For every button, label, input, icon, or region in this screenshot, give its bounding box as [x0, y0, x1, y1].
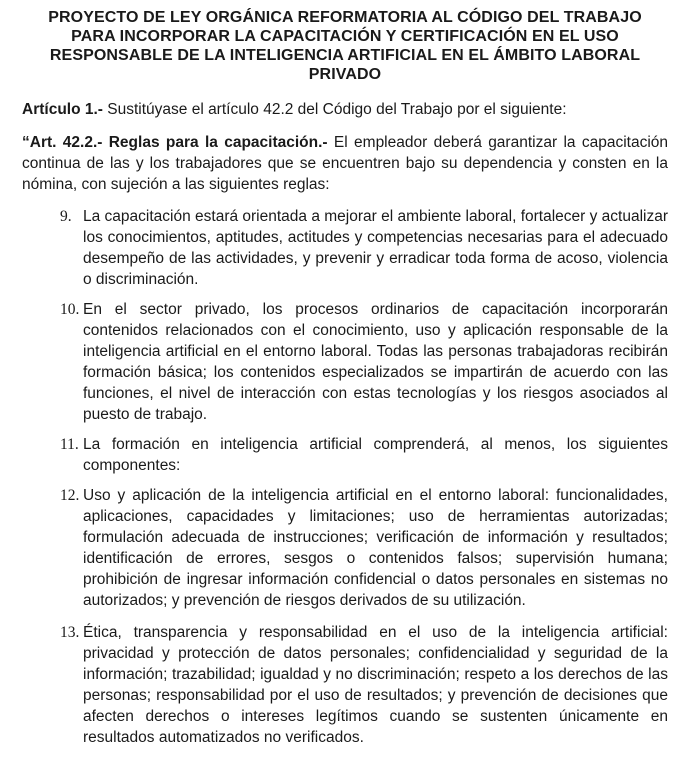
article-body-text: El empleador deberá garantizar la capacitación continua de las y los trabajadores que se encuentren bajo su dependencia y consten en la nómina, con sujeción a las siguientes reglas: — [22, 134, 668, 193]
list-item — [60, 434, 668, 476]
list-item — [60, 299, 668, 425]
title-line: PARA INCORPORAR LA CAPACITACIÓN Y CERTIFICACIÓN EN EL USO — [71, 28, 619, 45]
list-item-number: 9. — [60, 208, 72, 225]
list-item-text: Ética, transparencia y responsabilidad en el uso de la inteligencia artificial: privacidad y protección de datos personales; confidencialidad y seguridad de la información; trazabilidad; igualdad y no discriminación; respeto a los derechos de las personas; responsabilidad por el uso de resultados; y prevención de decisiones que afecten derechos o intereses legítimos cuando se sustenten únicamente en resultados automatizados no verificados. — [83, 624, 668, 746]
list-item-text: En el sector privado, los procesos ordinarios de capacitación incorporarán contenidos relacionados con el conocimiento, uso y aplicación responsable de la inteligencia artificial en el entorno laboral. Todas las personas trabajadoras recibirán formación básica; los contenidos especializados se impartirán de acuerdo con las funciones, el nivel de interacción con estas tecnologías y los riesgos asociados al puesto de trabajo. — [83, 301, 668, 423]
article-text: Sustitúyase el artículo 42.2 del Código del Trabajo por el siguiente: — [102, 101, 567, 118]
list-item — [60, 206, 668, 290]
title-line: PROYECTO DE LEY ORGÁNICA REFORMATORIA AL CÓDIGO DEL TRABAJO — [48, 9, 642, 26]
list-item-text: La capacitación estará orientada a mejorar el ambiente laboral, fortalecer y actualizar los conocimientos, aptitudes, actitudes y competencias necesarias para el adecuado desempeño de las actividades, y prevenir y erradicar toda forma de acoso, violencia o discriminación. — [83, 208, 669, 288]
list-item — [60, 485, 668, 611]
title-line: RESPONSABLE DE LA INTELIGENCIA ARTIFICIAL EN EL ÁMBITO LABORAL — [49, 47, 641, 64]
list-item — [60, 622, 668, 748]
article-heading: “Art. 42.2.- Reglas para la capacitación.- — [22, 134, 328, 151]
title-line: PRIVADO — [308, 66, 382, 83]
list-item-number: 13. — [60, 624, 80, 641]
article-intro — [22, 100, 672, 120]
list-item-number: 12. — [60, 487, 80, 504]
list-item-number: 10. — [60, 301, 80, 318]
list-item-text: Uso y aplicación de la inteligencia artificial en el entorno laboral: funcionalidades, aplicaciones, capacidades y limitaciones; uso de herramientas autorizadas; formulación adecuada de instrucciones; verificación de información y resultados; identificación de errores, sesgos o contenidos falsos; supervisión humana; prohibición de ingresar información confidencial o datos personales en sistemas no autorizados; y prevención de riesgos derivados de su utilización. — [83, 487, 668, 609]
list-item-text: La formación en inteligencia artificial comprenderá, al menos, los siguientes componentes: — [83, 436, 668, 474]
article-label: Artículo 1.- — [22, 101, 103, 118]
list-item-number: 11. — [60, 436, 79, 453]
article-body-paragraph — [22, 132, 668, 195]
document-title — [20, 8, 670, 84]
